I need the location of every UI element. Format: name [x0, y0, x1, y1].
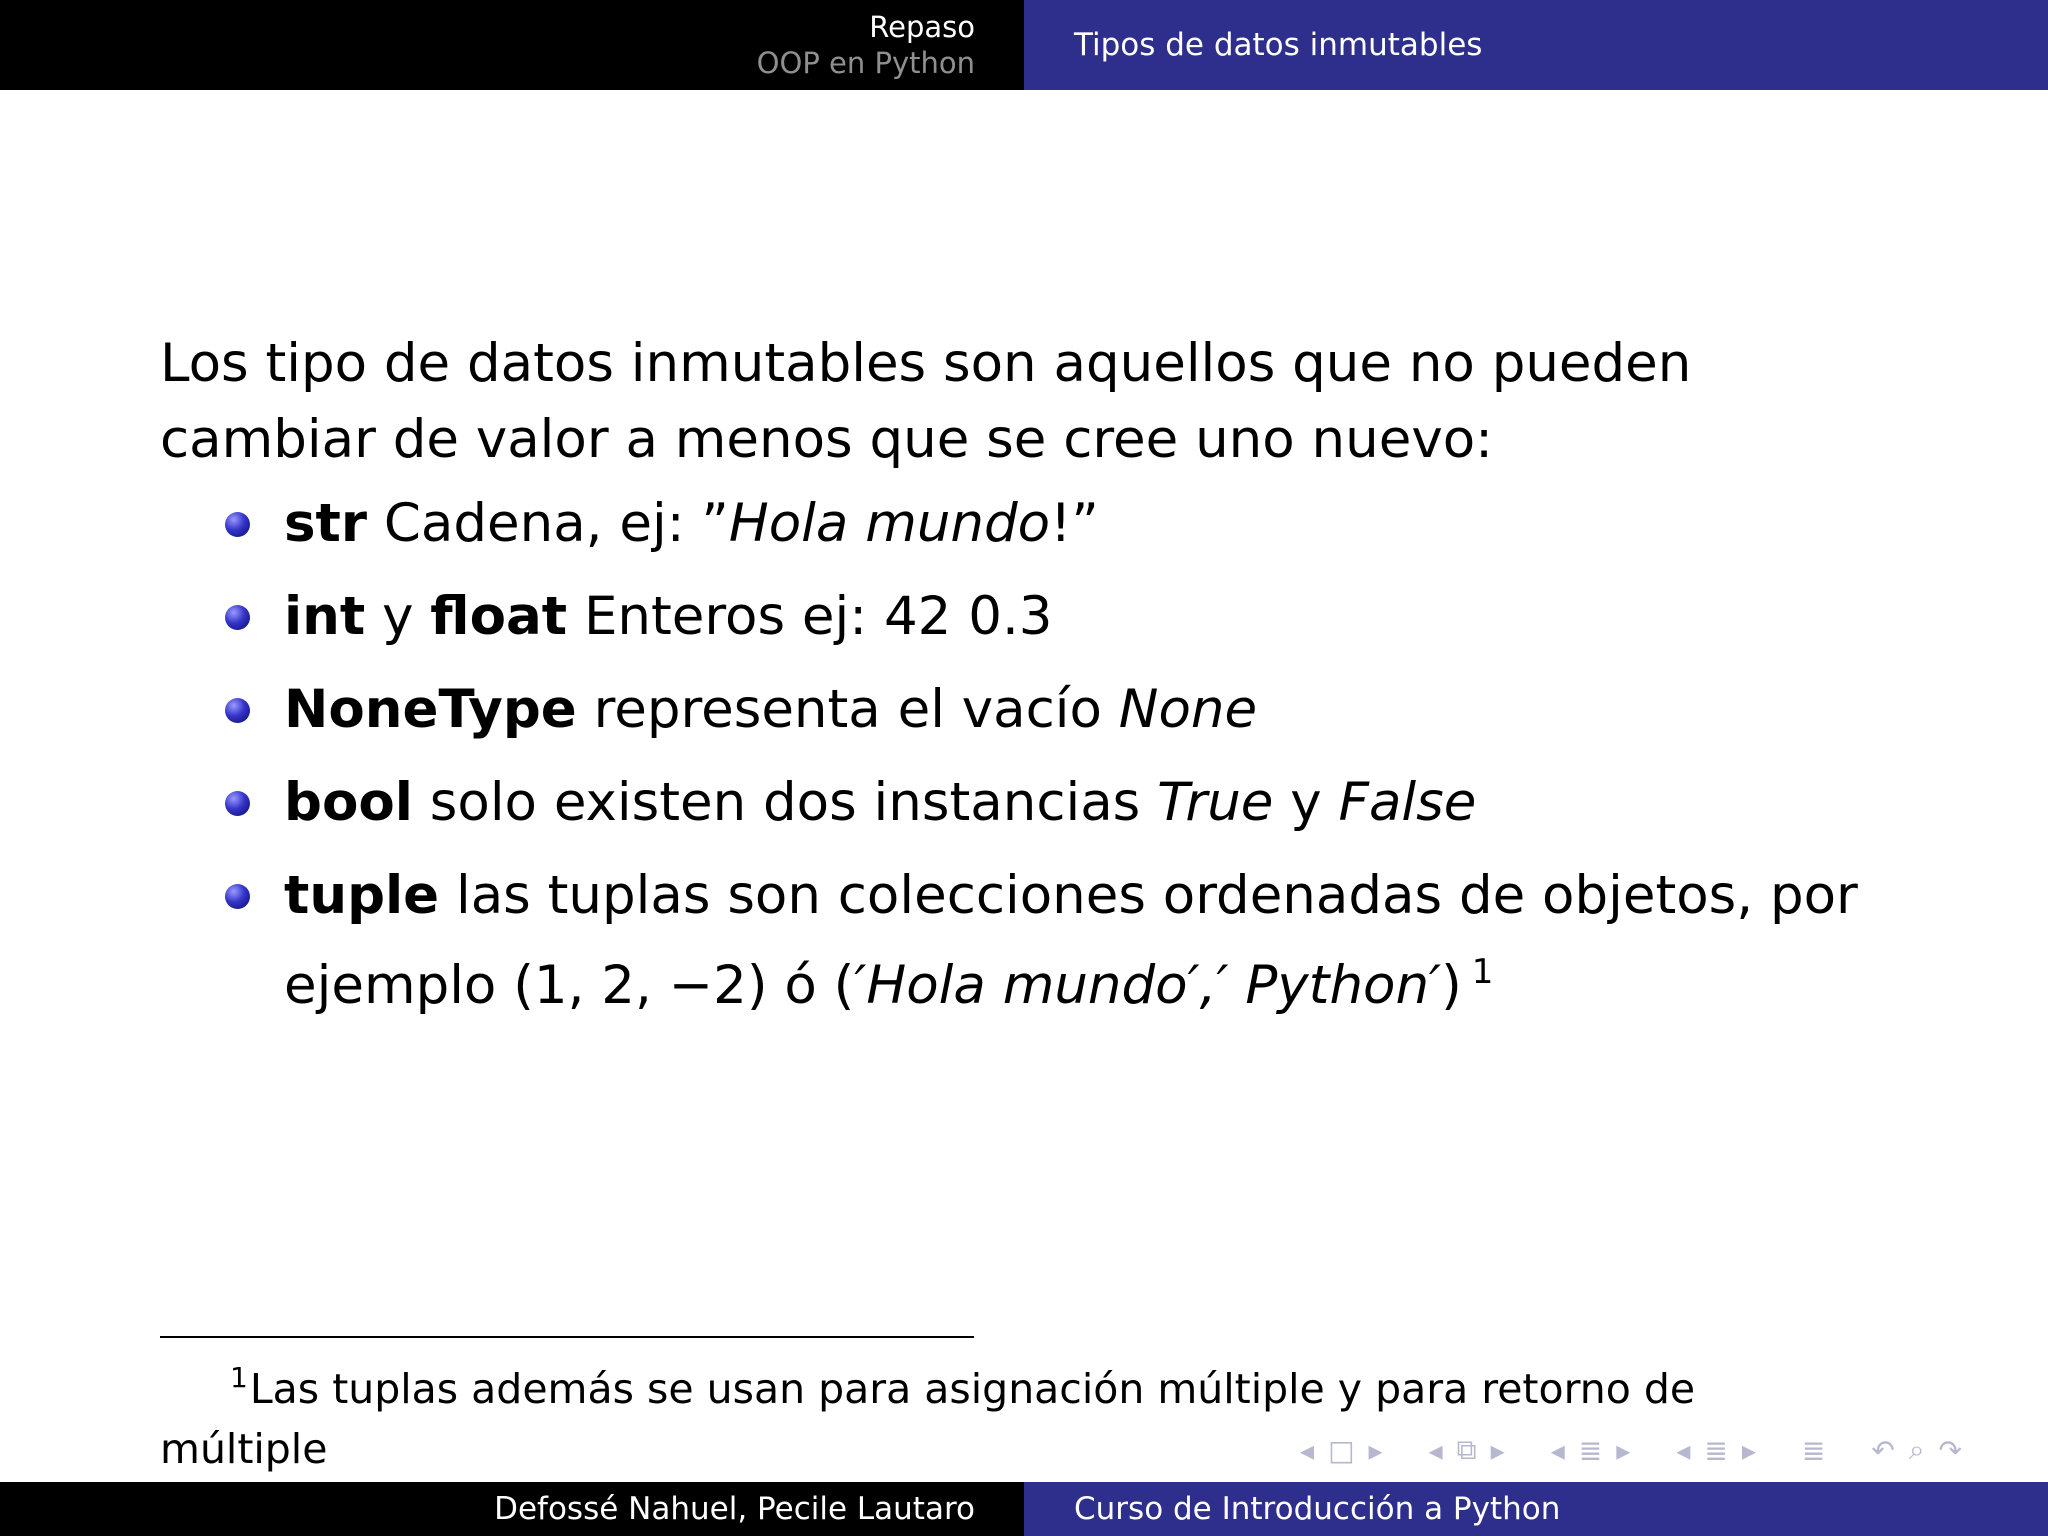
- term-nonetype: NoneType: [284, 679, 577, 740]
- footer-authors: Defossé Nahuel, Pecile Lautaro: [0, 1482, 1024, 1536]
- list-item-str: [160, 486, 1920, 562]
- nav-section-icon[interactable]: ≣: [1704, 1433, 1728, 1467]
- list-item-int-float: [160, 579, 1920, 655]
- nav-slide-icon[interactable]: □: [1328, 1433, 1355, 1467]
- nav-next-subsection-icon[interactable]: ▸: [1616, 1433, 1631, 1467]
- item-text: las tuplas son colecciones ordenadas de objetos, por ejemplo (1, 2, −2) ó (: [284, 865, 1858, 1016]
- nav-prev-section-icon[interactable]: ◂: [1676, 1433, 1691, 1467]
- section-link-repaso[interactable]: Repaso: [869, 10, 975, 44]
- section-navigation: [0, 0, 1024, 90]
- nav-search-icon[interactable]: ⌕: [1908, 1433, 1925, 1466]
- footnote-rule: [160, 1336, 974, 1338]
- nav-next-section-icon[interactable]: ▸: [1741, 1433, 1756, 1467]
- item-emphasis: None: [1118, 679, 1258, 740]
- item-text: Enteros ej: 42 0.3: [567, 586, 1053, 647]
- item-text-tail: !”: [1050, 493, 1099, 554]
- nav-next-frame-icon[interactable]: ▸: [1490, 1433, 1505, 1467]
- bullet-icon: [225, 605, 250, 630]
- nav-prev-slide-icon[interactable]: ◂: [1300, 1433, 1315, 1467]
- item-text: solo existen dos instancias: [412, 772, 1158, 833]
- list-item-bool: [160, 765, 1920, 841]
- header-bar: [0, 0, 2048, 90]
- intro-text: Los tipo de datos inmutables son aquellos que no pueden cambiar de valor a menos que se cree uno nuevo:: [160, 333, 1692, 470]
- frame-title: Tipos de datos inmutables: [1024, 0, 2048, 90]
- footnote-mark: 1: [230, 1361, 248, 1394]
- item-emphasis: Hola mundo: [728, 493, 1051, 554]
- navigation-symbols: [1300, 1432, 2040, 1468]
- bullet-icon: [225, 512, 250, 537]
- item-connector: y: [1273, 772, 1339, 833]
- slide-body: [160, 326, 1920, 1041]
- term-tuple: tuple: [284, 865, 440, 926]
- nav-document-icon[interactable]: ≣: [1801, 1433, 1826, 1467]
- nav-frame-icon[interactable]: ⧉: [1456, 1433, 1477, 1466]
- bullet-icon: [225, 884, 250, 909]
- bullet-list: [160, 486, 1920, 1024]
- section-link-oop[interactable]: OOP en Python: [756, 46, 975, 80]
- item-text: representa el vacío: [576, 679, 1119, 740]
- term-bool: bool: [284, 772, 413, 833]
- item-text-tail: ): [1441, 955, 1462, 1016]
- term-int: int: [284, 586, 366, 647]
- nav-next-slide-icon[interactable]: ▸: [1368, 1433, 1383, 1467]
- nav-prev-subsection-icon[interactable]: ◂: [1550, 1433, 1565, 1467]
- item-connector: y: [365, 586, 431, 647]
- list-item-nonetype: [160, 672, 1920, 748]
- item-text: Cadena, ej: ”: [367, 493, 729, 554]
- footer-course: Curso de Introducción a Python: [1024, 1482, 2048, 1536]
- nav-back-icon[interactable]: ↶: [1871, 1433, 1895, 1467]
- term-float: float: [430, 586, 568, 647]
- bullet-icon: [225, 791, 250, 816]
- item-emphasis: ′Hola mundo′,′ Python′: [854, 955, 1442, 1016]
- footer-bar: [0, 1482, 2048, 1536]
- nav-prev-frame-icon[interactable]: ◂: [1428, 1433, 1443, 1467]
- nav-forward-icon[interactable]: ↷: [1938, 1433, 1962, 1467]
- item-emphasis-false: False: [1338, 772, 1477, 833]
- bullet-icon: [225, 698, 250, 723]
- item-emphasis-true: True: [1157, 772, 1274, 833]
- nav-subsection-icon[interactable]: ≣: [1578, 1433, 1603, 1467]
- footnote-text: Las tuplas además se usan para asignación múltiple y para retorno de múltiple: [160, 1365, 1696, 1473]
- footnote-reference[interactable]: 1: [1471, 952, 1494, 992]
- list-item-tuple: [160, 858, 1920, 1024]
- term-str: str: [284, 493, 368, 554]
